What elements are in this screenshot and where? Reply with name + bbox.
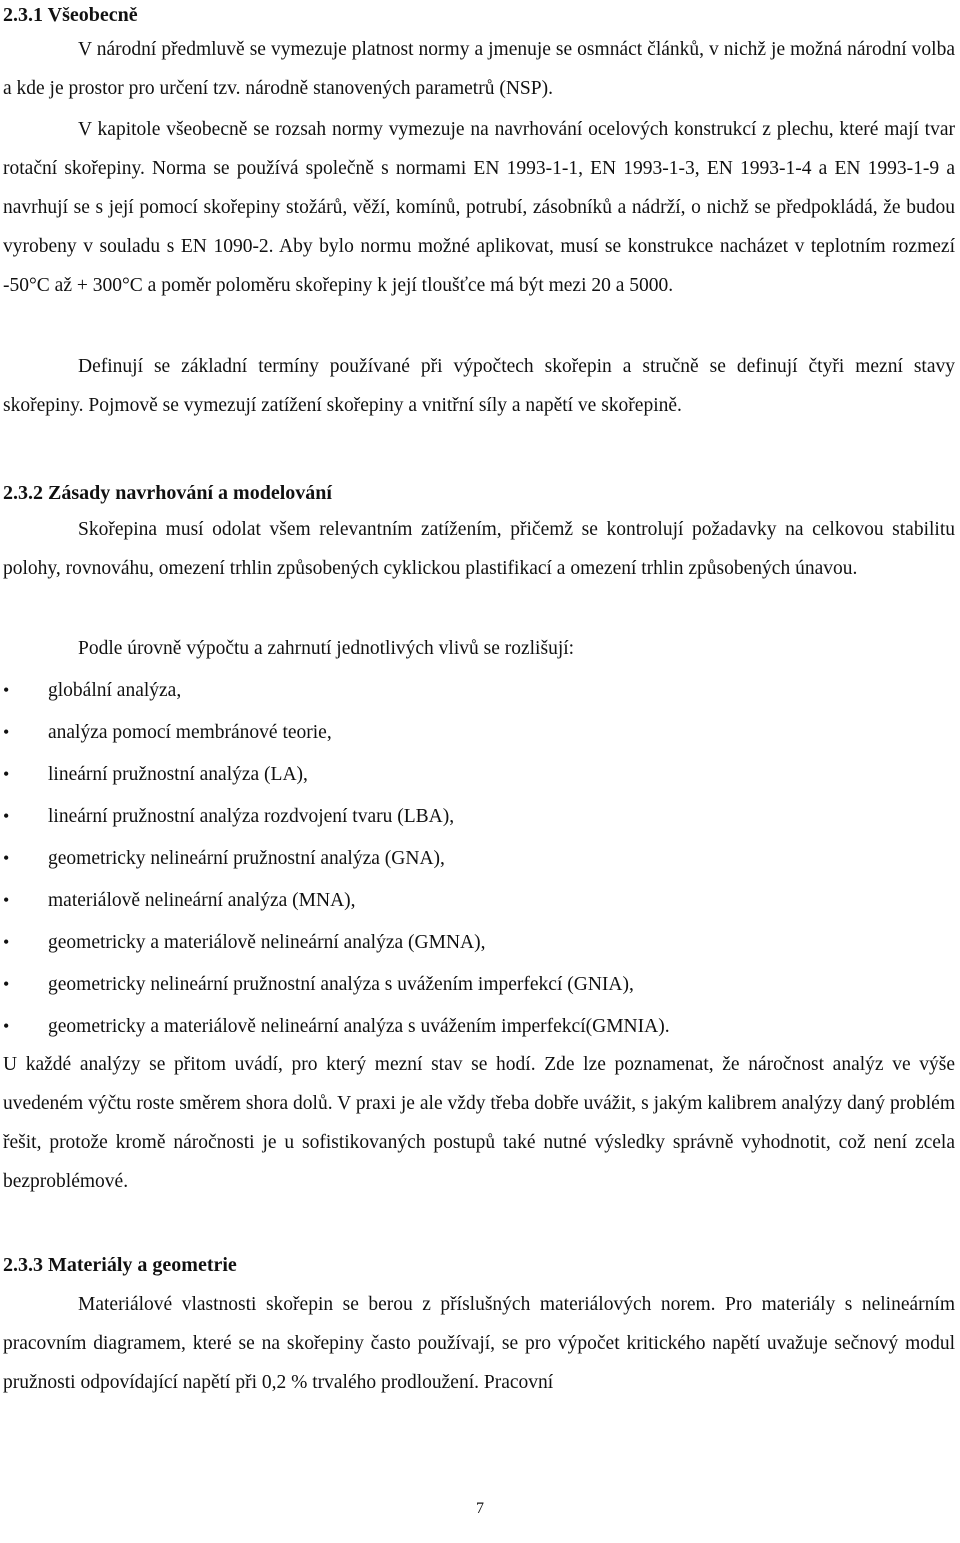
- list-item-text: lineární pružnostní analýza (LA),: [48, 764, 308, 785]
- section-heading-design-principles: 2.3.2 Zásady navrhování a modelování: [3, 482, 332, 504]
- paragraph-scope: V kapitole všeobecně se rozsah normy vymezuje na navrhování ocelových konstrukcí z plechu, které mají tvar rotační skořepiny. Norma se používá společně s normami EN 1993-1-1, EN 1993-1-3, EN 1993-1-4 a EN 1993-1-9 a navrhují se s její pomocí skořepiny stožárů, věží, komínů, potrubí, zásobníků a nádrží, o nichž se předpokládá, že budou vyrobeny v souladu s EN 1090-2. Aby bylo normu možné aplikovat, musí se konstrukce nacházet v teplotním rozmezí -50°C až + 300°C a poměr poloměru skořepiny k její tloušťce má být mezi 20 a 5000.: [3, 119, 955, 296]
- bullet-icon: •: [3, 722, 10, 742]
- bullet-icon: •: [3, 974, 10, 994]
- bullet-icon: •: [3, 680, 10, 700]
- bullet-icon: •: [3, 932, 10, 952]
- list-item-text: analýza pomocí membránové teorie,: [48, 722, 332, 743]
- list-item: [3, 881, 955, 920]
- bullet-icon: •: [3, 848, 10, 868]
- paragraph-analysis-notes: U každé analýzy se přitom uvádí, pro který mezní stav se hodí. Zde lze poznamenat, že náročnost analýz ve výše uvedeném výčtu roste směrem shora dolů. V praxi je ale vždy třeba dobře uvážit, s jakým kalibrem analýzy daný problém řešit, protože kromě náročnosti je u sofistikovaných postupů také nutné výsledky správně vyhodnotit, což není zcela bezproblémové.: [3, 1054, 955, 1192]
- bullet-icon: •: [3, 806, 10, 826]
- list-item-text: geometricky nelineární pružnostní analýza s uvážením imperfekcí (GNIA),: [48, 974, 634, 995]
- list-item-text: materiálově nelineární analýza (MNA),: [48, 890, 356, 911]
- bullet-icon: •: [3, 1016, 10, 1036]
- list-item: [3, 755, 955, 794]
- list-item: [3, 923, 955, 962]
- list-item-text: globální analýza,: [48, 680, 182, 701]
- paragraph-material-properties: Materiálové vlastnosti skořepin se berou z příslušných materiálových norem. Pro materiály s nelineárním pracovním diagramem, které se na skořepiny často používají, se pro výpočet kritického napětí uvažuje sečnový modul pružnosti odpovídající napětí při 0,2 % trvalého prodloužení. Pracovní: [3, 1294, 955, 1393]
- bullet-icon: •: [3, 764, 10, 784]
- list-item: [3, 797, 955, 836]
- paragraph-analysis-levels: Podle úrovně výpočtu a zahrnutí jednotlivých vlivů se rozlišují:: [78, 638, 575, 659]
- section-heading-materials: 2.3.3 Materiály a geometrie: [3, 1254, 237, 1276]
- paragraph-definitions: Definují se základní termíny používané při výpočtech skořepin a stručně se definují čtyři mezní stavy skořepiny. Pojmově se vymezují zatížení skořepiny a vnitřní síly a napětí ve skořepině.: [3, 356, 955, 416]
- list-item-text: geometricky nelineární pružnostní analýza (GNA),: [48, 848, 445, 869]
- list-item: [3, 671, 955, 710]
- paragraph-national-foreword: V národní předmluvě se vymezuje platnost normy a jmenuje se osmnáct článků, v nichž je možná národní volba a kde je prostor pro určení tzv. národně stanovených parametrů (NSP).: [3, 39, 955, 99]
- list-item: [3, 713, 955, 752]
- page-number: 7: [476, 1500, 484, 1517]
- bullet-icon: •: [3, 890, 10, 910]
- list-item: [3, 1007, 955, 1046]
- list-item-text: geometricky a materiálově nelineární analýza s uvážením imperfekcí(GMNIA).: [48, 1016, 670, 1037]
- list-item: [3, 965, 955, 1004]
- list-item-text: lineární pružnostní analýza rozdvojení tvaru (LBA),: [48, 806, 455, 827]
- list-item: [3, 839, 955, 878]
- list-item-text: geometricky a materiálově nelineární analýza (GMNA),: [48, 932, 486, 953]
- section-heading-general: 2.3.1 Všeobecně: [3, 4, 138, 26]
- paragraph-shell-resistance: Skořepina musí odolat všem relevantním zatížením, přičemž se kontrolují požadavky na celkovou stabilitu polohy, rovnováhu, omezení trhlin způsobených cyklickou plastifikací a omezení trhlin způsobených únavou.: [3, 519, 955, 579]
